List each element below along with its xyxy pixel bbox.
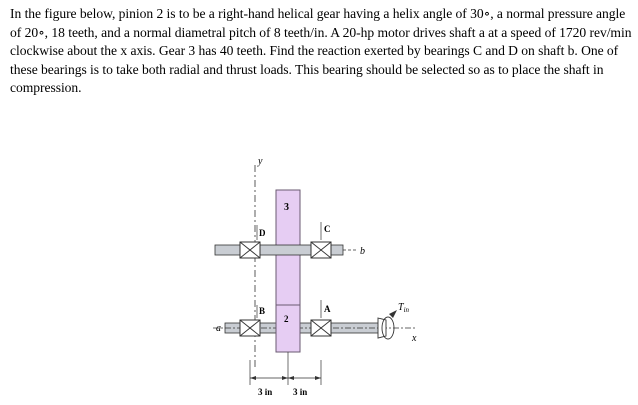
problem-statement: In the figure below, pinion 2 is to be a right-hand helical gear having a helix angle of 30∘, a normal pressure angle of 20∘, 18 teeth, and a normal diametral pitch of 8 teeth/in. A 20-hp motor drives shaft a at a speed of 1720 rev/min clockwise about the x axis. Gear 3 has 40 teeth. Find the reaction exerted by bearings C and D on shaft b. One of these bearings is to take both radial and thrust loads. This bearing should be selected so as to place the shaft in compression.	[10, 6, 632, 95]
dimension-left-label: 3 in	[258, 387, 273, 397]
dimension-arrow-mid-left	[282, 376, 288, 380]
dimension-arrow-right	[315, 376, 321, 380]
torque-label: $T_{in}$	[398, 302, 410, 314]
bearing-d-label: D	[259, 228, 266, 238]
bearing-b-label: B	[259, 306, 266, 316]
gear-2-label: 2	[284, 314, 289, 324]
gear-shaft-figure	[210, 150, 420, 400]
torque-arrowhead	[389, 310, 397, 318]
dimension-arrow-left	[250, 376, 256, 380]
gear-3-label: 3	[284, 202, 289, 213]
shaft-b-label: b	[360, 246, 365, 257]
bearing-a-label: A	[324, 304, 331, 314]
gear-2	[276, 305, 300, 352]
bearing-c-label: C	[324, 224, 331, 234]
shaft-a-label: a	[216, 323, 221, 334]
y-axis-label: y	[258, 156, 263, 167]
x-axis-label: x	[412, 333, 417, 344]
dimension-right-label: 3 in	[293, 387, 308, 397]
dimension-arrow-mid-right	[288, 376, 294, 380]
